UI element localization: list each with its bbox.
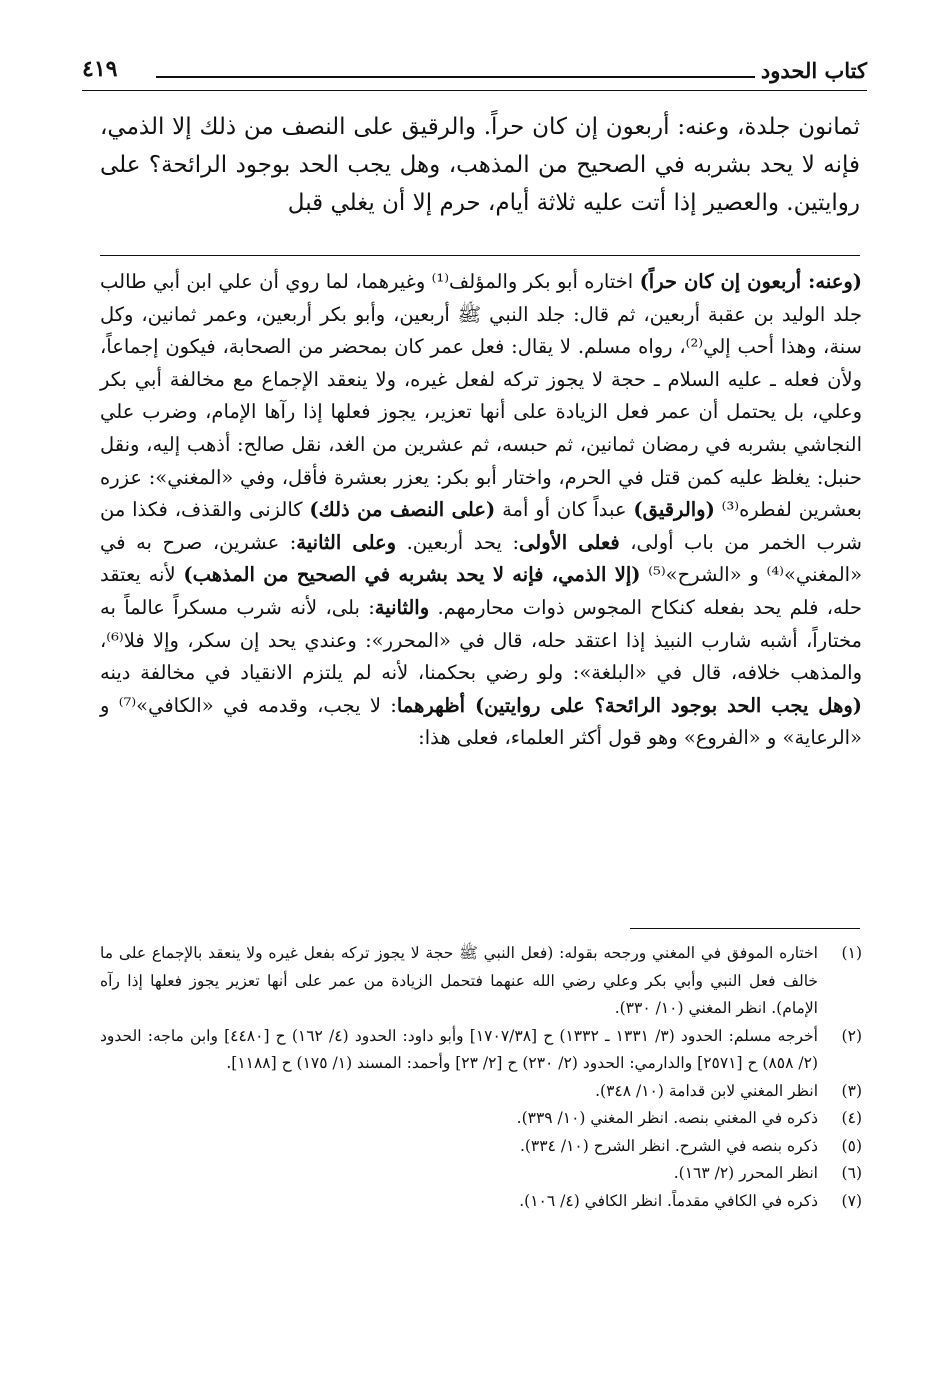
footnote-6 <box>100 1160 862 1188</box>
footnote-3 <box>100 1078 862 1106</box>
quoted-text: وعلى الثانية <box>296 530 397 554</box>
commentary-text: : يحد أربعين. <box>396 530 520 554</box>
footnote-text: انظر المحرر (٢/ ١٦٣). <box>673 1164 818 1182</box>
main-text <box>100 108 860 222</box>
commentary-text: كالزنى والقذف، فكذا من شرب الخمر من باب أولى، <box>100 498 862 554</box>
page-number: ٤١٩ <box>82 56 118 82</box>
footnote-text: ذكره في الكافي مقدماً. انظر الكافي (٤/ ١٠٦). <box>519 1191 818 1210</box>
quoted-text: (على النصف من ذلك) <box>309 498 496 522</box>
commentary-text: : بلى، لأنه شرب مسكراً عالماً به مختاراً، أشبه شارب النبيذ إذا اعتقد حله، قال في «المحرر»: وعندي يحد إن سكر، وإلا فلا⁽⁶⁾، والمذهب خلافه، قال في «البلغة»: ولو رضي بحكمنا، لأنه لم يلتزم الانقياد في مخالفة دينه <box>100 595 862 685</box>
footnote-text: أخرجه مسلم: الحدود (٣/ ١٣٣١ ـ ١٣٣٢) ح [١٧٠٧/٣٨] وأبو داود: الحدود (٤/ ١٦٢) ح [٤٤٨٠] وابن ماجه: الحدود (٢/ ٨٥٨) ح [٢٥٧١] والدارمي: الحدود (٢/ ٢٣٠) ح [٢/ ٢٣] وأحمد: المسند (١/ ١٧٥) ح [١١٨٨]. <box>100 1026 818 1072</box>
commentary-text: : عشرين، صرح به في «المغني»⁽⁴⁾ و «الشرح»⁽⁵⁾ <box>100 530 862 587</box>
commentary-text: عبداً كان أو أمة <box>495 498 634 522</box>
quoted-text: (والرقيق) <box>633 498 715 522</box>
header-rule <box>156 76 755 78</box>
footnote-text: اختاره الموفق في المغني ورجحه بقوله: (فعل النبي ﷺ حجة لا يجوز تركه بفعل غيره ولا ينعقد بالإجماع على ما خالف فعل النبي وأبي بكر وعلي رضي الله عنهما فتحمل الزيادة من عمر على أنها تعزير يجوز فعلها إذا رآه الإمام). انظر المغني (١٠/ ٣٣٠). <box>100 944 818 1017</box>
footnote-divider <box>630 928 860 929</box>
quoted-text: (وعنه: أربعون إن كان حراً) <box>639 270 862 293</box>
footnote-number: (١) <box>841 944 862 962</box>
commentary-text: : لا يجب، وقدمه في «الكافي»⁽⁷⁾ و «الرعاية» و «الفروع» وهو قول أكثر العلماء، فعلى هذا: <box>100 693 862 750</box>
quoted-text: فعلى الأولى <box>519 530 620 554</box>
footnote-4 <box>100 1105 862 1133</box>
footnote-5 <box>100 1133 862 1161</box>
header-bottom-rule <box>82 90 867 91</box>
footnote-2 <box>100 1023 862 1078</box>
text-commentary-divider <box>100 255 860 256</box>
footnotes <box>100 940 862 1215</box>
quoted-text: (وهل يجب الحد بوجود الرائحة؟ على روايتين) أظهرهما <box>396 693 862 717</box>
footnote-text: ذكره في المغني بنصه. انظر المغني (١٠/ ٣٣٩). <box>516 1109 818 1127</box>
running-title: كتاب الحدود <box>760 58 867 83</box>
commentary <box>100 266 862 755</box>
commentary-text: لأنه يعتقد حله، فلم يحد بفعله كنكاح المجوس ذوات محارمهم. <box>100 563 862 619</box>
main-text-paragraph: ثمانون جلدة، وعنه: أربعون إن كان حراً. والرقيق على النصف من ذلك إلا الذمي، فإنه لا يحد بشربه في الصحيح من المذهب، وهل يجب الحد بوجود الرائحة؟ على روايتين. والعصير إذا أتت عليه ثلاثة أيام، حرم إلا أن يغلي قبل <box>100 114 860 216</box>
quoted-text: والثانية <box>374 595 430 619</box>
footnote-text: ذكره بنصه في الشرح. انظر الشرح (١٠/ ٣٣٤). <box>519 1136 818 1155</box>
footnote-number: (٥) <box>841 1136 862 1155</box>
footnote-1 <box>100 940 862 1023</box>
commentary-text: اختاره أبو بكر والمؤلف⁽¹⁾ وغيرهما، لما روي أن علي ابن أبي طالب جلد الوليد بن عقبة أربعين، ثم قال: جلد النبي ﷺ أربعين، وأبو بكر أربعين، وعمر ثمانين، وكل سنة، وهذا أحب إلي⁽²⁾، رواه مسلم. لا يقال: فعل عمر كان بمحضر من الصحابة، فيكون إجماعاً، ولأن فعله ـ عليه السلام ـ حجة لا يجوز تركه لفعل غيره، ولا ينعقد الإجماع مع مخالفة أبي بكر وعلي، بل يحتمل أن عمر فعل الزيادة على أنها تعزير، يجوز فعلها إذا رآها الإمام، وضرب علي النجاشي بشربه في رمضان ثمانين، ثم حبسه، ثم عشرين من الغد، نقل صالح: أذهب إليه، ونقل حنبل: يغلظ عليه كمن قتل في الحرم، واختار أبو بكر: يعزر بعشرة فأقل، وفي «المغني»: عزره بعشرين لفطره⁽³⁾ <box>100 270 862 522</box>
footnote-number: (٢) <box>841 1026 862 1045</box>
footnote-text: انظر المغني لابن قدامة (١٠/ ٣٤٨). <box>595 1081 818 1100</box>
footnote-number: (٦) <box>841 1164 862 1182</box>
footnote-number: (٧) <box>841 1191 862 1210</box>
commentary-paragraph <box>100 266 862 755</box>
quoted-text: (إلا الذمي، فإنه لا يحد بشربه في الصحيح من المذهب) <box>183 563 641 587</box>
footnote-number: (٣) <box>841 1081 862 1100</box>
footnote-number: (٤) <box>841 1109 862 1127</box>
page-header <box>82 52 867 92</box>
footnote-7 <box>100 1188 862 1216</box>
